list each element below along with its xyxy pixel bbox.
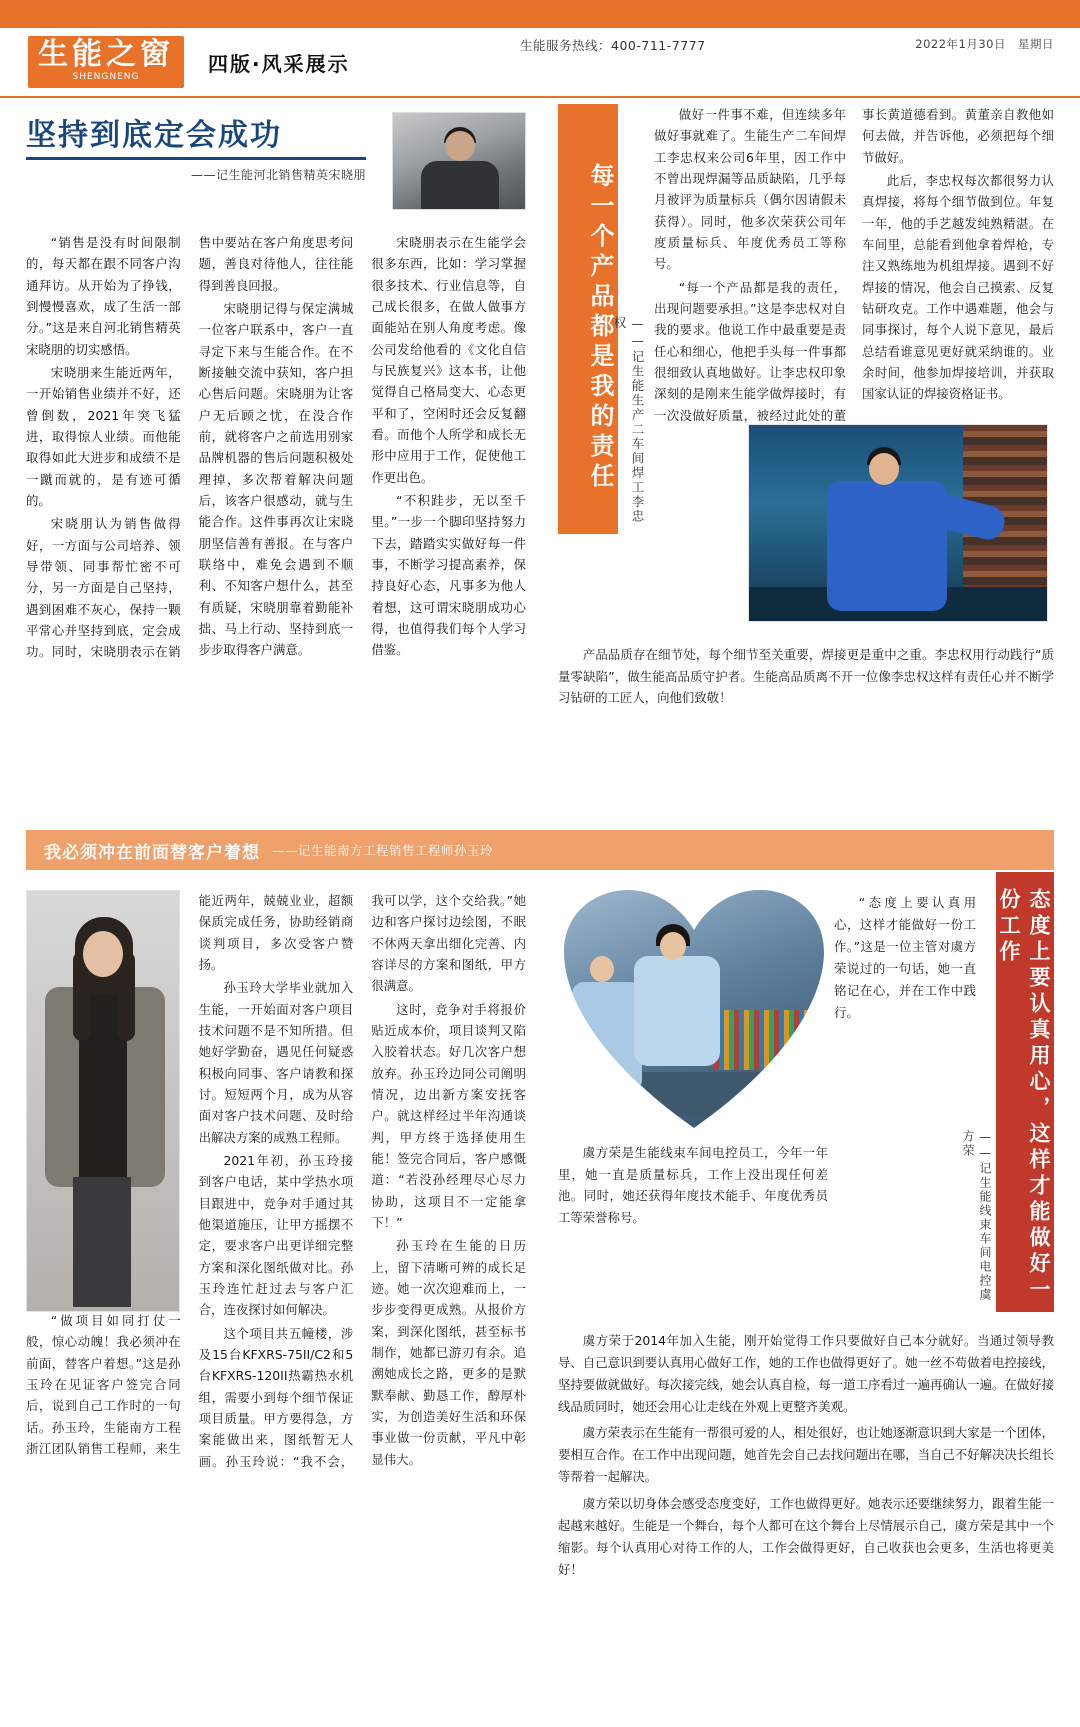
paragraph: 孙玉玲大学毕业就加入生能，一开始面对客户项目技术问题不是不知所措。但她好学勤奋，遇见任何疑惑积极向同事、客户请教和探讨。短短两个月，成为从容面对客户技术问题、及时给出解决方案的成熟工程师。 [198,980,354,1145]
article3-vertical-subhead: ——记生能生产二车间焊工李忠权 [612,316,645,524]
article4-vertical-subhead: ——记生能线束车间电控虞方荣 [961,1130,992,1302]
photo-worker2-body [572,982,642,1092]
paragraph: “每一个产品都是我的责任，出现问题要承担。”这是李忠权对自我的要求。他说工作中最重要是责任心和细心，他把手头每一件事都很细致认真地做好。让李忠权印象深刻的是刚来生能学做焊接时，有一次没做好质量，被经过此处的董事长黄道德看到。黄董亲自教他如何去做，并告诉他，必须把每个细节做好。 [654,107,1054,423]
paragraph: 这时，竞争对手将报价贴近成本价，项目谈判又陷入胶着状态。好几次客户想放弃。孙玉玲边同公司阐明情况，边出新方案安抚客户。就这样经过半年沟通谈判，甲方终于选择使用生能！签完合同后，客户感慨道：“若没孙经理尽心尽力协助，这项目不一定能拿下！” [371,1001,526,1230]
article1-headline-text: 坚持到底定会成功 [26,118,282,153]
paragraph: “做项目如同打仗一般，惊心动魄！我必须冲在前面，替客户着想。”这是孙玉玲在见证客户签完合同后，说到自己工作时的一句话。孙玉玲，生能南方工程浙江团队销售工程师，来生能近两年，兢兢业业，超额保质完成任务，协助经销商谈判项目，多次受客户赞扬。 [26,893,354,1456]
paragraph: “不积跬步，无以至千里。”一步一个脚印坚持努力下去，踏踏实实做好每一件事，不断学习提高素养，保持良好心态，凡事多为他人着想，这可谓宋晓朋成功心得，也值得我们每个人学习借鉴。 [371,492,526,658]
section-title: 四版·风采展示 [208,51,350,76]
photo-parts [714,1010,824,1070]
paragraph: 虞方荣表示在生能有一帮很可爱的人，相处很好，也让她逐渐意识到大家是一个团体，要相互合作。在工作中出现问题，她首先会自己去找问题出在哪，当自己不好解决决长组长等帮着一起解决。 [558,1425,1054,1485]
photo-worker2-head [590,956,614,982]
article2-body [26,890,526,1702]
logo-subtext: SHENGNENG [72,72,140,82]
article4-heart-photo [564,890,824,1130]
photo-body [421,161,499,210]
paragraph: 宋晓朋记得与保定满城一位客户联系中，客户一直寻定下来与生能合作。在不断接触交流中获知，客户担心售后问题。宋晓朋为让客户无后顾之忧，在没合作前，就将客户之前选用别家品牌机器的售后问题积极处理掉，多次帮着解决问题后，该客户很感动，就与生能合作。这件事再次让宋晓朋坚信善有善报。在与客户联络中，难免会遇到不顺利、不知客户想什么，甚至有质疑，宋晓朋靠着勤能补拙、马上行动、坚持到底一步步取得客户满意。 [198,300,354,658]
logo-text: 生能之窗 [38,37,174,72]
page-content [26,104,1054,1704]
article4-vertical-headline: 态度上要认真用心，这样才能做好一份工作 [996,872,1054,1312]
article4-body [558,1330,1054,1585]
article1-headline [26,110,366,160]
photo-worker1-head [660,932,686,960]
article2-banner-title: 我必须冲在前面替客户着想 [44,842,260,863]
article4-pullquote [834,892,976,1024]
photo-worker-head [869,453,899,485]
article4-body-mid [558,1142,828,1231]
paragraph: 宋晓朋表示在生能学会很多东西，比如：学习掌握很多技术、行业信息等，自己成长很多，在做人做事方面能站在别人角度考虑。像公司发给他看的《文化自信与民族复兴》这本书，让他觉得自己格局变大、心态更平和了，空闲时还会反复翻看。而他个人所学和成长无形中应用于工作，促使他工作更出色。 [371,235,526,485]
photo-wrap-spacer [26,890,178,1310]
paragraph: 产品品质存在细节处，每个细节至关重要，焊接更是重中之重。李忠权用行动践行“质量零缺陷”，做生能高品质守护者。生能高品质离不开一位像李忠权这样有责任心并不断学习钻研的工匠人，向他们致敬！ [558,647,1054,706]
masthead-divider [26,96,1054,97]
paragraph: 宋晓朋来生能近两年，一开始销售业绩并不好，还曾倒数，2021年突飞猛进，取得惊人业绩。而他能取得如此大进步和成绩不是一蹴而就的，是有迹可循的。 [26,364,181,508]
article3-vertical-headline: 每一个产品都是我的责任 [558,104,618,534]
paragraph: “销售是没有时间限制的，每天都在跟不同客户沟通拜访。从开始为了挣钱，到慢慢喜欢，成了生活一部分。”这是来自河北销售精英宋晓朋的切实感悟。 [26,235,181,357]
top-orange-bar [0,0,1080,28]
paragraph: 孙玉玲在生能的日历上，留下清晰可辨的成长足迹。她一次次迎难而上，一步步变得更成熟。从报价方案，到深化图纸，甚至标书制作，她都已游刃有余。追溯她成长之路，更多的是默默奉献、勤恳工作，醇厚朴实，为创造美好生活和环保事业做一份贡献，平凡中彰显伟大。 [371,1238,526,1467]
article1-body [26,232,526,812]
publication-logo [28,36,184,88]
photo-workbench [564,1072,824,1116]
article1-subhead: ——记生能河北销售精英宋晓朋 [190,168,366,182]
paragraph: 这个项目共五幢楼，涉及15台KFXRS-75II/C2和5台KFXRS-120II热霸热水机组，需要小到每个细节保证项目质量。甲方要得急，方案能做出来，图纸暂无人画。孙玉玲说：“我不会，我可以学，这个交给我。”她边和客户探讨边绘图，不眠不休两天拿出细化完善、内容详尽的方案和图纸，甲方很满意。 [198,893,526,1469]
article2-banner [26,830,1054,870]
article3-welding-photo [748,424,1048,622]
article3-body-bottom [558,644,1054,712]
service-hotline: 生能服务热线：400-711-7777 [520,38,706,53]
paragraph: 做好一件事不难，但连续多年做好事就难了。生能生产二车间焊工李忠权来公司6年里，因工作中不曾出现焊漏等品质缺陷，几乎每月被评为质量标兵（偶尔因请假未获得）。同时，他多次荣获公司年度质量标兵、年度优秀员工等称号。 [654,107,846,272]
paragraph: 2021年初，孙玉玲接到客户电话，某中学热水项目跟进中，竞争对手通过其他渠道施压，让甲方摇摆不定，要求客户出更详细完整方案和深化图纸做对比。孙玉玲连忙赶过去与客户汇合，连夜探讨如何解决。 [198,1152,354,1318]
paragraph: 虞方荣是生能线束车间电控员工，今年一年里，她一直是质量标兵，工作上没出现任何差池。同时，她还获得年度技术能手、年度优秀员工等荣誉称号。 [558,1145,828,1226]
paragraph: “态度上要认真用心，这样才能做好一份工作。”这是一位主管对虞方荣说过的一句话，她一直铭记在心，并在工作中践行。 [834,895,976,1021]
paragraph: 虞方荣于2014年加入生能，刚开始觉得工作只要做好自己本分就好。当通过领导教导、自己意识到要认真用心做好工作，她的工作也做得更好了。她一丝不苟做着电控接线，坚持要做就做好。每次接完线，她会认真自检，每一道工序看过一遍再确认一遍。在做好接线品质同时，她还会用心让走线在外观上更整齐美观。 [558,1333,1054,1415]
paragraph: 虞方荣以切身体会感受态度变好，工作也做得更好。她表示还要继续努力，跟着生能一起越来越好。生能是一个舞台，每个人都可在这个舞台上尽情展示自己，虞方荣是其中一个缩影。每个认真用心对待工作的人，工作会做得更好，自己收获也会更多，生活也将更美好！ [558,1495,1054,1577]
issue-date: 2022年1月30日 星期日 [915,37,1054,51]
headline-underline [26,157,366,160]
paragraph: 此后，李忠权每次都很努力认真焊接，将每个细节做到位。年复一年，他的手艺越发纯熟精湛。在车间里，总能看到他拿着焊枪，专注又熟练地为机组焊接。遇到不好焊接的情况，他会自己摸索、反复钻研攻克。工作中遇难题，他会与同事探讨，每个人说下意见，最后总结看谁意见更好就采纳谁的。业余时间，他参加焊接培训，并获取国家认证的焊接资格证书。 [862,172,1054,402]
article2-banner-sub: ——记生能南方工程销售工程师孙玉玲 [272,843,494,858]
paragraph: 宋晓朋认为销售做得好，一方面与公司培养、领导带领、同事帮忙密不可分，另一方面是自己坚持，遇到困难不灰心，保持一颗平常心并坚持到底，定会成功。同时，宋晓朋表示在销售中要站在客户角度思考问题，善良对待他人，往往能得到善良回报。 [26,235,354,660]
photo-worker1-body [634,956,720,1066]
article1-portrait-photo [392,112,526,210]
photo-head [445,131,475,161]
heart-photo-mask [564,890,824,1130]
